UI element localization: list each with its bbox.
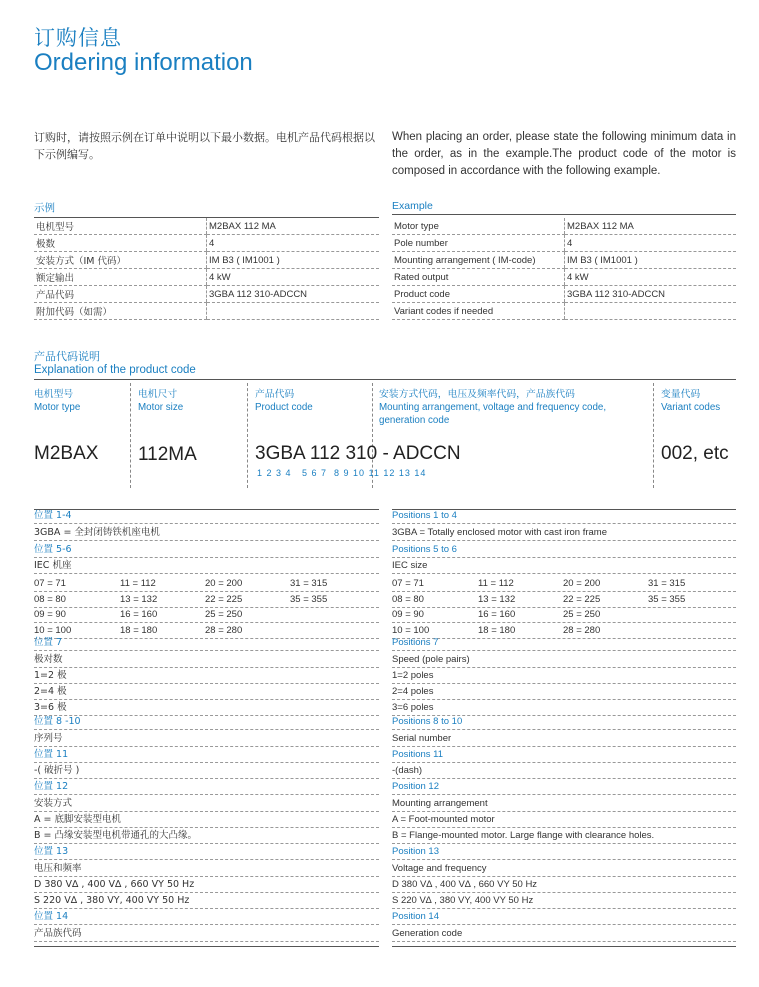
iec-size-cell: 20 = 200: [205, 578, 243, 589]
row-divider: [392, 540, 736, 541]
example-row: [392, 218, 736, 235]
row-divider: [34, 573, 379, 574]
row-divider: [392, 859, 736, 860]
position-text: Mounting arrangement: [392, 798, 488, 809]
position-text: 3GBA = Totally enclosed motor with cast iron frame: [392, 527, 607, 538]
position-text: 3=6 poles: [392, 702, 434, 713]
example-row: [392, 252, 736, 269]
position-text: D 380 V∆ , 400 V∆ , 660 VY 50 Hz: [392, 879, 538, 890]
col-motor-size-en: Motor size: [138, 402, 184, 413]
position-text: 3=6 极: [34, 702, 67, 713]
example-value: IM B3 ( IM1001 ): [207, 252, 380, 269]
col-motor-type-cn: 电机型号: [34, 389, 74, 400]
row-divider: [34, 523, 379, 524]
position-text: A = Foot-mounted motor: [392, 814, 495, 825]
example-row: [392, 286, 736, 303]
iec-size-cell: 20 = 200: [563, 578, 601, 589]
iec-size-cell: 25 = 250: [205, 609, 243, 620]
position-heading: 位置 12: [34, 781, 69, 792]
iec-size-cell: 18 = 180: [478, 624, 516, 636]
divider: [34, 946, 379, 947]
code-product-code: 3GBA 112 310 - ADCCN: [255, 443, 461, 464]
position-text: 产品族代码: [34, 928, 82, 939]
row-divider: [34, 607, 379, 608]
iec-size-cell: 35 = 355: [290, 593, 328, 605]
position-heading: Positions 1 to 4: [392, 510, 457, 521]
position-text: 1=2 poles: [392, 670, 434, 681]
position-text: Voltage and frequency: [392, 863, 487, 874]
iec-size-cell: 10 = 100: [34, 624, 72, 636]
example-cn-heading: 示例: [34, 200, 379, 218]
iec-size-cell: 07 = 71: [392, 578, 424, 589]
position-text: 极对数: [34, 654, 63, 665]
position-text: A = 底脚安装型电机: [34, 814, 121, 825]
position-heading: 位置 11: [34, 749, 69, 760]
position-text: S 220 V∆ , 380 VY, 400 VY 50 Hz: [34, 895, 190, 906]
row-divider: [392, 622, 736, 623]
example-cn-table: [34, 218, 379, 320]
position-heading: Position 12: [392, 781, 440, 792]
row-divider: [392, 924, 736, 925]
column-divider: [130, 383, 131, 488]
page-title-en: Ordering information: [34, 49, 253, 76]
explanation-heading-en: Explanation of the product code: [34, 364, 736, 380]
example-value: [565, 303, 737, 320]
col-motor-size-heading: [138, 388, 243, 414]
example-value: [207, 303, 380, 320]
iec-size-cell: 28 = 280: [563, 624, 601, 636]
example-row: [392, 235, 736, 252]
example-row: [34, 303, 379, 320]
row-divider: [34, 540, 379, 541]
iec-size-cell: 31 = 315: [648, 578, 686, 589]
iec-size-cell: 09 = 90: [392, 609, 424, 620]
col-motor-type-heading: [34, 388, 126, 414]
col-variant-heading: [661, 388, 741, 414]
row-divider: [392, 729, 736, 730]
example-label: Product code: [392, 286, 565, 303]
position-text: IEC 机座: [34, 560, 72, 571]
position-heading: Position 13: [392, 846, 440, 857]
row-divider: [34, 622, 379, 623]
example-value: 4: [207, 235, 380, 252]
col-product-code-en: Product code: [255, 402, 313, 413]
page-title-cn: 订购信息: [34, 26, 122, 50]
position-text: B = 凸缘安装型电机带通孔的大凸缘。: [34, 830, 198, 841]
row-divider: [392, 607, 736, 608]
position-heading: Positions 11: [392, 749, 444, 760]
col-mounting-heading: [379, 388, 649, 427]
example-value: 3GBA 112 310-ADCCN: [565, 286, 737, 303]
example-value: M2BAX 112 MA: [565, 218, 737, 235]
col-variant-en: Variant codes: [661, 402, 721, 413]
col-motor-type-en: Motor type: [34, 402, 81, 413]
position-heading: 位置 5-6: [34, 544, 72, 555]
position-text: 电压和频率: [34, 863, 82, 874]
iec-size-cell: 13 = 132: [120, 593, 158, 605]
divider: [392, 946, 736, 947]
iec-size-cell: 16 = 160: [120, 609, 158, 620]
position-text: -(dash): [392, 765, 423, 776]
col-mounting-cn: 安装方式代码，电压及频率代码，产品族代码: [379, 389, 575, 400]
column-divider: [247, 383, 248, 488]
example-label: 安装方式（IM 代码）: [34, 252, 207, 269]
example-value: 4 kW: [207, 269, 380, 286]
col-mounting-en: Mounting arrangement, voltage and frequency code, generation code: [379, 402, 607, 426]
iec-size-cell: 08 = 80: [34, 593, 66, 605]
example-row: [34, 269, 379, 286]
example-label: 产品代码: [34, 286, 207, 303]
row-divider: [392, 573, 736, 574]
example-row: [392, 269, 736, 286]
example-label: 附加代码（如需）: [34, 303, 207, 320]
iec-size-cell: 10 = 100: [392, 624, 430, 636]
row-divider: [34, 591, 379, 592]
iec-size-cell: 31 = 315: [290, 578, 328, 589]
col-variant-cn: 变量代码: [661, 389, 701, 400]
code-position-numbers: 1 2 3 4 5 6 7 8 9 10 11 12 13 14: [257, 468, 427, 478]
example-row: [34, 286, 379, 303]
position-text: 3GBA = 全封闭铸铁机座电机: [34, 527, 160, 538]
iec-size-cell: 28 = 280: [205, 624, 243, 636]
row-divider: [392, 591, 736, 592]
col-motor-size-cn: 电机尺寸: [138, 389, 178, 400]
column-divider: [653, 383, 654, 488]
example-label: Rated output: [392, 269, 565, 286]
position-text: B = Flange-mounted motor. Large flange with clearance holes.: [392, 830, 655, 841]
row-divider: [392, 794, 736, 795]
intro-en: When placing an order, please state the following minimum data in the order, as in the example.The product code of the motor is composed in accordance with the following example.: [392, 131, 736, 177]
code-motor-size: 112MA: [138, 444, 197, 465]
position-heading: 位置 13: [34, 846, 69, 857]
position-text: 2=4 poles: [392, 686, 434, 697]
iec-size-cell: 25 = 250: [563, 609, 601, 620]
example-row: [34, 218, 379, 235]
position-text: D 380 V∆ , 400 V∆ , 660 VY 50 Hz: [34, 879, 195, 890]
example-value: 4 kW: [565, 269, 737, 286]
iec-size-cell: 08 = 80: [392, 593, 424, 605]
example-label: 额定输出: [34, 269, 207, 286]
position-heading: Positions 8 to 10: [392, 716, 463, 727]
col-product-code-cn: 产品代码: [255, 389, 295, 400]
iec-size-cell: 11 = 112: [478, 578, 514, 589]
position-text: 安装方式: [34, 798, 73, 809]
position-text: 1=2 极: [34, 670, 67, 681]
row-divider: [392, 650, 736, 651]
example-value: IM B3 ( IM1001 ): [565, 252, 737, 269]
iec-size-cell: 35 = 355: [648, 593, 686, 605]
iec-size-cell: 13 = 132: [478, 593, 516, 605]
intro-cn: 订购时，请按照示例在订单中说明以下最小数据。电机产品代码根据以下示例编写。: [34, 131, 375, 161]
row-divider: [392, 523, 736, 524]
example-label: Pole number: [392, 235, 565, 252]
example-label: 极数: [34, 235, 207, 252]
iec-size-cell: 18 = 180: [120, 624, 158, 636]
position-text: -( 破折号 ): [34, 765, 80, 776]
iec-size-cell: 09 = 90: [34, 609, 66, 620]
position-text: Generation code: [392, 928, 463, 939]
example-value: 3GBA 112 310-ADCCN: [207, 286, 380, 303]
code-variant: 002, etc: [661, 443, 729, 464]
position-heading: 位置 1-4: [34, 510, 72, 521]
example-label: Mounting arrangement ( IM-code): [392, 252, 565, 269]
example-row: [34, 252, 379, 269]
iec-size-cell: 11 = 112: [120, 578, 156, 589]
row-divider: [34, 729, 379, 730]
row-divider: [34, 859, 379, 860]
row-divider: [34, 924, 379, 925]
row-divider: [34, 650, 379, 651]
position-heading: Positions 5 to 6: [392, 544, 457, 555]
row-divider: [34, 941, 379, 942]
iec-size-cell: 16 = 160: [478, 609, 516, 620]
col-product-code-heading: [255, 388, 367, 414]
example-value: M2BAX 112 MA: [207, 218, 380, 235]
row-divider: [34, 794, 379, 795]
example-label: 电机型号: [34, 218, 207, 235]
row-divider: [392, 941, 736, 942]
example-row: [392, 303, 736, 320]
iec-size-cell: 22 = 225: [205, 593, 243, 605]
iec-size-cell: 22 = 225: [563, 593, 601, 605]
example-value: 4: [565, 235, 737, 252]
position-text: Speed (pole pairs): [392, 654, 470, 665]
example-row: [34, 235, 379, 252]
iec-size-cell: 07 = 71: [34, 578, 66, 589]
position-text: 2=4 极: [34, 686, 67, 697]
position-heading: 位置 8 -10: [34, 716, 81, 727]
example-en-heading: Example: [392, 200, 736, 215]
position-text: IEC size: [392, 560, 428, 571]
position-text: S 220 V∆ , 380 VY, 400 VY 50 Hz: [392, 895, 534, 906]
position-text: Serial number: [392, 733, 452, 744]
position-heading: Position 14: [392, 911, 440, 922]
example-label: Motor type: [392, 218, 565, 235]
explanation-heading-cn: 产品代码说明: [34, 350, 100, 363]
position-text: 序列号: [34, 733, 63, 744]
position-heading: 位置 14: [34, 911, 69, 922]
position-heading: Positions 7: [392, 637, 439, 648]
code-motor-type: M2BAX: [34, 443, 99, 464]
example-en-table: [392, 218, 736, 320]
position-heading: 位置 7: [34, 637, 63, 648]
example-label: Variant codes if needed: [392, 303, 565, 320]
